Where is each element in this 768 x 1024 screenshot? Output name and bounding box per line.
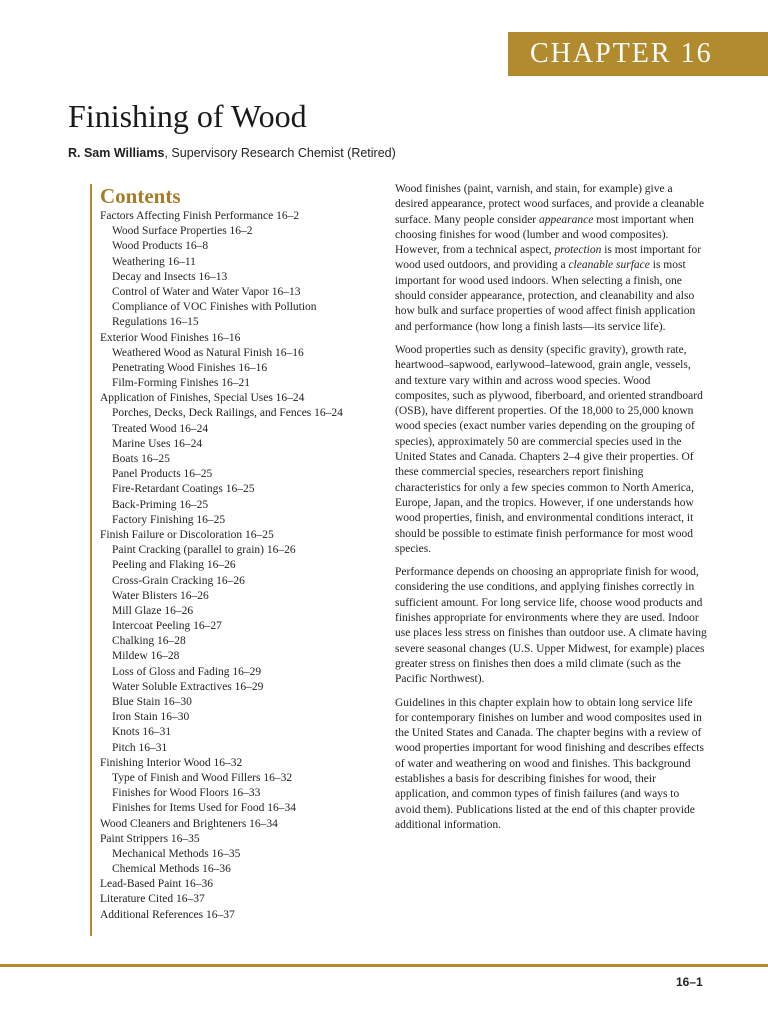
author-role: , Supervisory Research Chemist (Retired) (164, 146, 396, 160)
toc-item: Decay and Insects 16–13 (112, 270, 228, 283)
author-name: R. Sam Williams (68, 146, 165, 160)
toc-item: Mill Glaze 16–26 (112, 604, 194, 617)
toc-item: Application of Finishes, Special Uses 16–24 (100, 392, 305, 405)
paragraph-1-text-c: is most important for wood used outdoors, and providing a (395, 244, 702, 272)
toc-item: Mildew 16–28 (112, 650, 180, 663)
page-title: Finishing of Wood (68, 98, 307, 134)
toc-item: Pitch 16–31 (112, 741, 168, 754)
toc-item: Paint Strippers 16–35 (100, 832, 200, 845)
toc-item: Additional References 16–37 (100, 908, 235, 921)
toc-item: Wood Cleaners and Brighteners 16–34 (100, 817, 278, 830)
toc-item: Knots 16–31 (112, 726, 172, 739)
author-line (68, 145, 396, 161)
toc-item: Chalking 16–28 (112, 635, 186, 648)
toc-item: Water Soluble Extractives 16–29 (112, 680, 264, 693)
toc-item: Loss of Gloss and Fading 16–29 (112, 665, 262, 678)
toc-item: Iron Stain 16–30 (112, 711, 190, 724)
chapter-label: CHAPTER 16 (508, 32, 768, 76)
toc-item: Back-Priming 16–25 (112, 498, 209, 511)
toc-item: Film-Forming Finishes 16–21 (112, 377, 251, 390)
toc-item: Lead-Based Paint 16–36 (100, 878, 214, 891)
paragraph-2: Wood properties such as density (specific gravity), growth rate, heartwood–sapwood, earlywood–latewood, grain angle, vessels, and texture vary within and across wood species. Wood composites, such as plywood, fiberboard, and oriented strandboard (OSB), have different properties. Of the 18,000 to 25,000 known wood species (exact number varies depending on the grouping of species), approximately 50 are commercial species used in the United States and Canada. Chapters 2–4 give their properties. Of these commercial species, researchers report finishing characteristics for only a few species common to North America, Europe, Japan, and the tropics. However, if one understands how wood properties, finish, and environmental conditions interact, it should be possible to estimate finish performance for most wood species. (395, 343, 703, 555)
toc-item: Cross-Grain Cracking 16–26 (112, 574, 245, 587)
contents-heading: Contents (100, 184, 181, 208)
toc-item: Factory Finishing 16–25 (112, 513, 226, 526)
toc-item: Weathered Wood as Natural Finish 16–16 (112, 346, 304, 359)
page-number: 16–1 (676, 975, 703, 989)
toc-item: Marine Uses 16–24 (112, 437, 203, 450)
table-of-contents (90, 184, 380, 936)
toc-item: Weathering 16–11 (112, 255, 196, 268)
body-text (395, 182, 707, 841)
toc-item: Penetrating Wood Finishes 16–16 (112, 361, 268, 374)
paragraph-1-emphasis-cleanable-surface: cleanable surface (568, 259, 650, 272)
footer-rule (0, 964, 768, 967)
toc-item: Mechanical Methods 16–35 (112, 847, 241, 860)
toc-item: Wood Surface Properties 16–2 (112, 225, 253, 238)
paragraph-3: Performance depends on choosing an appropriate finish for wood, considering the use conditions, and applying finishes correctly in sufficient amount. For long service life, choose wood products and finishes appropriate for environments where they are used. Indoor use places less stress on finishes than outdoor use. A climate having severe seasonal changes (U.S. Upper Midwest, for example) places greater stress on finishes then does a mild climate (such as the Pacific Northwest). (395, 566, 707, 686)
toc-item: Peeling and Flaking 16–26 (112, 559, 236, 572)
toc-item: Chemical Methods 16–36 (112, 863, 231, 876)
toc-item: Intercoat Peeling 16–27 (112, 620, 222, 633)
toc-item: Panel Products 16–25 (112, 468, 213, 481)
toc-item: Factors Affecting Finish Performance 16–2 (100, 210, 300, 222)
toc-item: Compliance of VOC Finishes with Pollution (112, 301, 317, 314)
toc-item: Regulations 16–15 (112, 316, 199, 329)
toc-item: Treated Wood 16–24 (112, 422, 209, 435)
toc-item: Type of Finish and Wood Fillers 16–32 (112, 771, 293, 784)
toc-item: Boats 16–25 (112, 453, 170, 465)
paragraph-1-emphasis-protection: protection (554, 244, 602, 257)
toc-item: Fire-Retardant Coatings 16–25 (112, 483, 255, 496)
toc-item: Porches, Decks, Deck Railings, and Fences 16–24 (112, 407, 343, 420)
toc-item: Blue Stain 16–30 (112, 696, 192, 708)
paragraph-1-text-a: Wood finishes (paint, varnish, and stain, for example) give a desired appearance, protect wood surfaces, and provide a cleanable surface. Many people consider (395, 183, 705, 226)
toc-item: Literature Cited 16–37 (100, 893, 205, 906)
toc-item: Finishes for Items Used for Food 16–34 (112, 802, 296, 815)
paragraph-1 (395, 182, 707, 335)
toc-item: Water Blisters 16–26 (112, 589, 209, 602)
toc-item: Finishing Interior Wood 16–32 (100, 756, 243, 769)
paragraph-1-emphasis-appearance: appearance (539, 213, 594, 226)
toc-item: Paint Cracking (parallel to grain) 16–26 (112, 544, 296, 557)
paragraph-1-text-b: most important when choosing finishes for wood (lumber and wood composites). However, from a technical aspect, (395, 213, 694, 257)
toc-item: Finishes for Wood Floors 16–33 (112, 787, 261, 800)
toc-item: Wood Products 16–8 (112, 240, 209, 253)
paragraph-1-text-d: is most important for wood used indoors. When selecting a finish, one should consider appearance, protection, and cleanability and also how bulk and surface properties of wood affect finish application and performance (how long a finish lasts—its service life). (395, 259, 696, 333)
toc-item: Finish Failure or Discoloration 16–25 (100, 528, 274, 541)
toc-item: Control of Water and Water Vapor 16–13 (112, 285, 301, 298)
paragraph-4: Guidelines in this chapter explain how to obtain long service life for contemporary finishes on lumber and wood composites used in the United States and Canada. The chapter begins with a review of wood properties important for wood finishing and describes effects of water and weathering on wood and finishes. This background establishes a basis for describing finishes for wood, their application, and common types of finish failures (and ways to avoid them). Publications listed at the end of this chapter provide additional information. (395, 696, 704, 831)
toc-item: Exterior Wood Finishes 16–16 (100, 331, 241, 344)
toc-list (100, 209, 380, 923)
